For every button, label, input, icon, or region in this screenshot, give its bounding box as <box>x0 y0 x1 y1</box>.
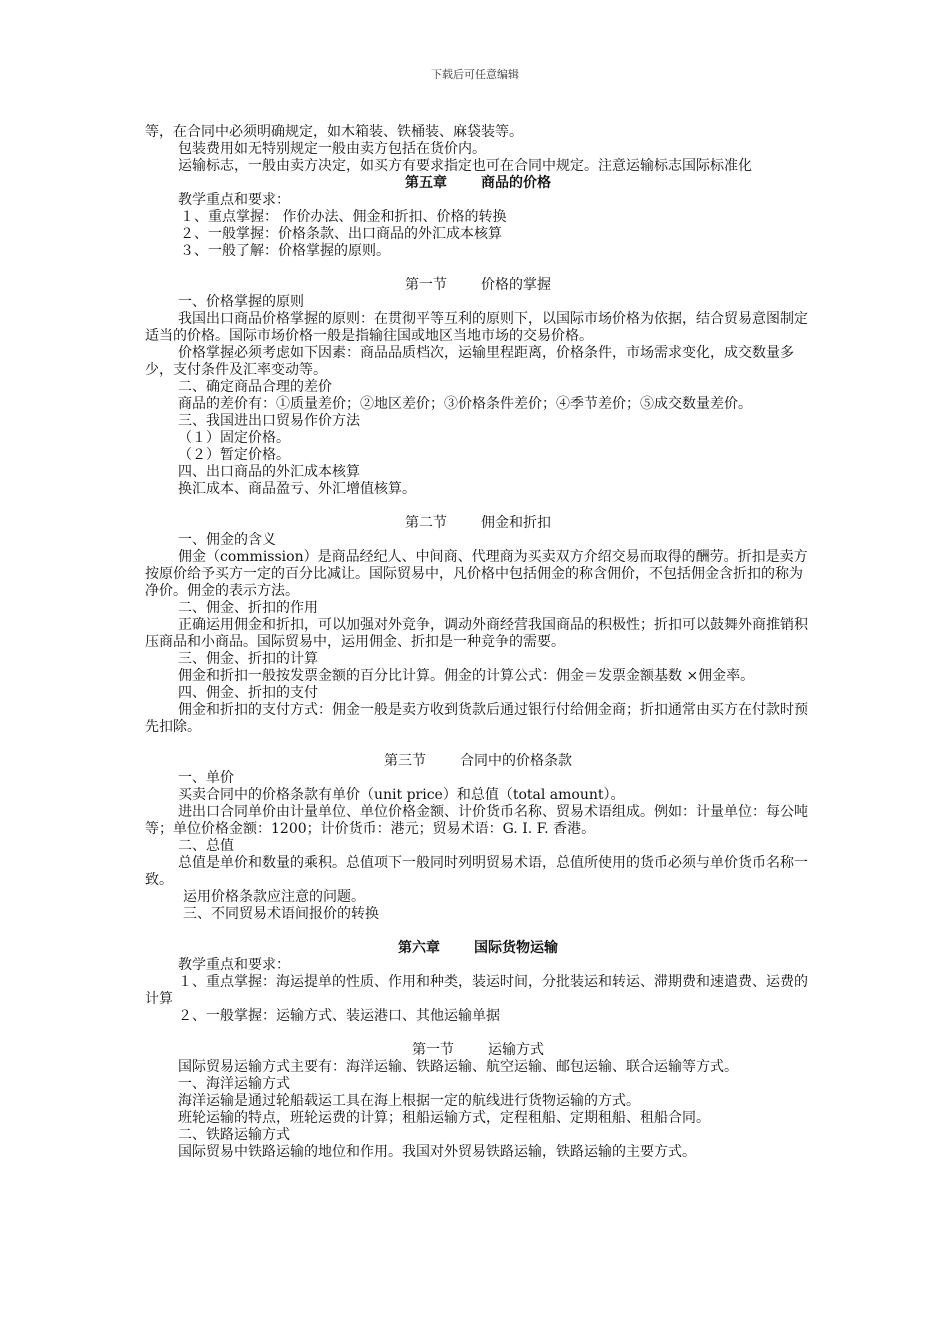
heading-title: 国际货物运输 <box>474 940 558 956</box>
heading-number: 第一节 <box>412 1042 454 1058</box>
paragraph: 教学重点和要求： <box>178 957 290 973</box>
paragraph: 进出口合同单价由计量单位、单位价格金额、计价货币名称、贸易术语组成。例如：计量单位：每公吨等；单位价格金额：1200；计价货币：港元；贸易术语：G. I. F. 香港。 <box>145 804 808 837</box>
paragraph: 商品的差价有：①质量差价；②地区差价；③价格条件差价；④季节差价；⑤成交数量差价。 <box>178 396 752 412</box>
heading-number: 第一节 <box>405 277 447 293</box>
paragraph: 运用价格条款应注意的问题。 <box>183 889 365 905</box>
paragraph: （１）固定价格。 <box>178 430 290 446</box>
paragraph: １、重点掌握： 作价办法、佣金和折扣、价格的转换 <box>180 209 507 225</box>
section-heading <box>145 515 811 532</box>
paragraph: 四、佣金、折扣的支付 <box>178 685 318 701</box>
paragraph: 一、佣金的含义 <box>178 532 276 548</box>
paragraph: 价格掌握必须考虑如下因素：商品品质档次，运输里程距离，价格条件，市场需求变化，成交数量多少，支付条件及汇率变动等。 <box>145 345 794 378</box>
heading-number: 第三节 <box>384 753 426 769</box>
document-body <box>145 124 811 1161</box>
paragraph: 换汇成本、商品盈亏、外汇增值核算。 <box>178 481 416 497</box>
heading-number: 第二节 <box>405 515 447 531</box>
paragraph: 国际贸易运输方式主要有：海洋运输、铁路运输、航空运输、邮包运输、联合运输等方式。 <box>178 1059 738 1075</box>
heading-title: 运输方式 <box>488 1042 544 1058</box>
paragraph: 二、铁路运输方式 <box>178 1127 290 1143</box>
heading-title: 合同中的价格条款 <box>460 753 572 769</box>
paragraph: 教学重点和要求： <box>178 192 290 208</box>
paragraph: 买卖合同中的价格条款有单价（unit price）和总值（total amount）。 <box>178 787 625 803</box>
paragraph: 运输标志，一般由卖方决定，如买方有要求指定也可在合同中规定。注意运输标志国际标准化 <box>178 158 752 174</box>
paragraph: 二、确定商品合理的差价 <box>178 379 332 395</box>
heading-title: 佣金和折扣 <box>481 515 551 531</box>
paragraph: ２、一般掌握：运输方式、装运港口、其他运输单据 <box>178 1008 500 1024</box>
paragraph: 我国出口商品价格掌握的原则：在贯彻平等互利的原则下，以国际市场价格为依据，结合贸易意图制定适当的价格。国际市场价格一般是指输往国或地区当地市场的交易价格。 <box>145 311 808 344</box>
paragraph: 海洋运输是通过轮船载运工具在海上根据一定的航线进行货物运输的方式。 <box>178 1093 640 1109</box>
paragraph: 总值是单价和数量的乘积。总值项下一般同时列明贸易术语，总值所使用的货币必须与单价货币名称一致。 <box>145 855 808 888</box>
blank-line <box>145 260 811 277</box>
paragraph: 三、不同贸易术语间报价的转换 <box>183 906 379 922</box>
paragraph: 三、佣金、折扣的计算 <box>178 651 318 667</box>
paragraph: 四、出口商品的外汇成本核算 <box>178 464 360 480</box>
paragraph: ３、一般了解：价格掌握的原则。 <box>180 243 390 259</box>
paragraph: 正确运用佣金和折扣，可以加强对外竞争，调动外商经营我国商品的积极性；折扣可以鼓舞外商推销积压商品和小商品。国际贸易中，运用佣金、折扣是一种竞争的需要。 <box>145 617 808 650</box>
paragraph: 佣金（commission）是商品经纪人、中间商、代理商为买卖双方介绍交易而取得的酬劳。折扣是卖方按原价给予买方一定的百分比减让。国际贸易中，凡价格中包括佣金的称含佣价，不包括佣金含折扣的称为净价。佣金的表示方法。 <box>145 549 808 599</box>
paragraph: 一、海洋运输方式 <box>178 1076 290 1092</box>
paragraph: 佣金和折扣的支付方式：佣金一般是卖方收到货款后通过银行付给佣金商；折扣通常由买方在付款时预先扣除。 <box>145 702 808 735</box>
paragraph: 一、价格掌握的原则 <box>178 294 304 310</box>
paragraph: １、重点掌握：海运提单的性质、作用和种类，装运时间，分批装运和转运、滞期费和速遣费、运费的计算 <box>145 974 808 1007</box>
page-header: 下载后可任意编辑 <box>431 68 519 81</box>
paragraph: 佣金和折扣一般按发票金额的百分比计算。佣金的计算公式：佣金＝发票金额基数 ×佣金率。 <box>178 668 755 684</box>
paragraph: 班轮运输的特点，班轮运费的计算；租船运输方式，定程租船、定期租船、租船合同。 <box>178 1110 710 1126</box>
heading-title: 商品的价格 <box>481 175 551 191</box>
heading-title: 价格的掌握 <box>481 277 551 293</box>
blank-line <box>145 736 811 753</box>
paragraph: 包装费用如无特别规定一般由卖方包括在货价内。 <box>178 141 486 157</box>
heading-number: 第五章 <box>405 175 447 191</box>
paragraph: 一、单价 <box>178 770 234 786</box>
blank-line <box>145 1025 811 1042</box>
paragraph: 等，在合同中必须明确规定，如木箱装、铁桶装、麻袋装等。 <box>145 124 523 140</box>
paragraph: 国际贸易中铁路运输的地位和作用。我国对外贸易铁路运输，铁路运输的主要方式。 <box>178 1144 696 1160</box>
section-heading <box>145 277 811 294</box>
paragraph: （２）暂定价格。 <box>178 447 290 463</box>
chapter-heading <box>145 940 811 957</box>
section-heading <box>145 753 811 770</box>
paragraph: 三、我国进出口贸易作价方法 <box>178 413 360 429</box>
chapter-heading <box>145 175 811 192</box>
paragraph: ２、一般掌握：价格条款、出口商品的外汇成本核算 <box>180 226 502 242</box>
section-heading <box>145 1042 811 1059</box>
blank-line <box>145 923 811 940</box>
blank-line <box>145 498 811 515</box>
paragraph: 二、佣金、折扣的作用 <box>178 600 318 616</box>
paragraph: 二、总值 <box>178 838 234 854</box>
heading-number: 第六章 <box>398 940 440 956</box>
